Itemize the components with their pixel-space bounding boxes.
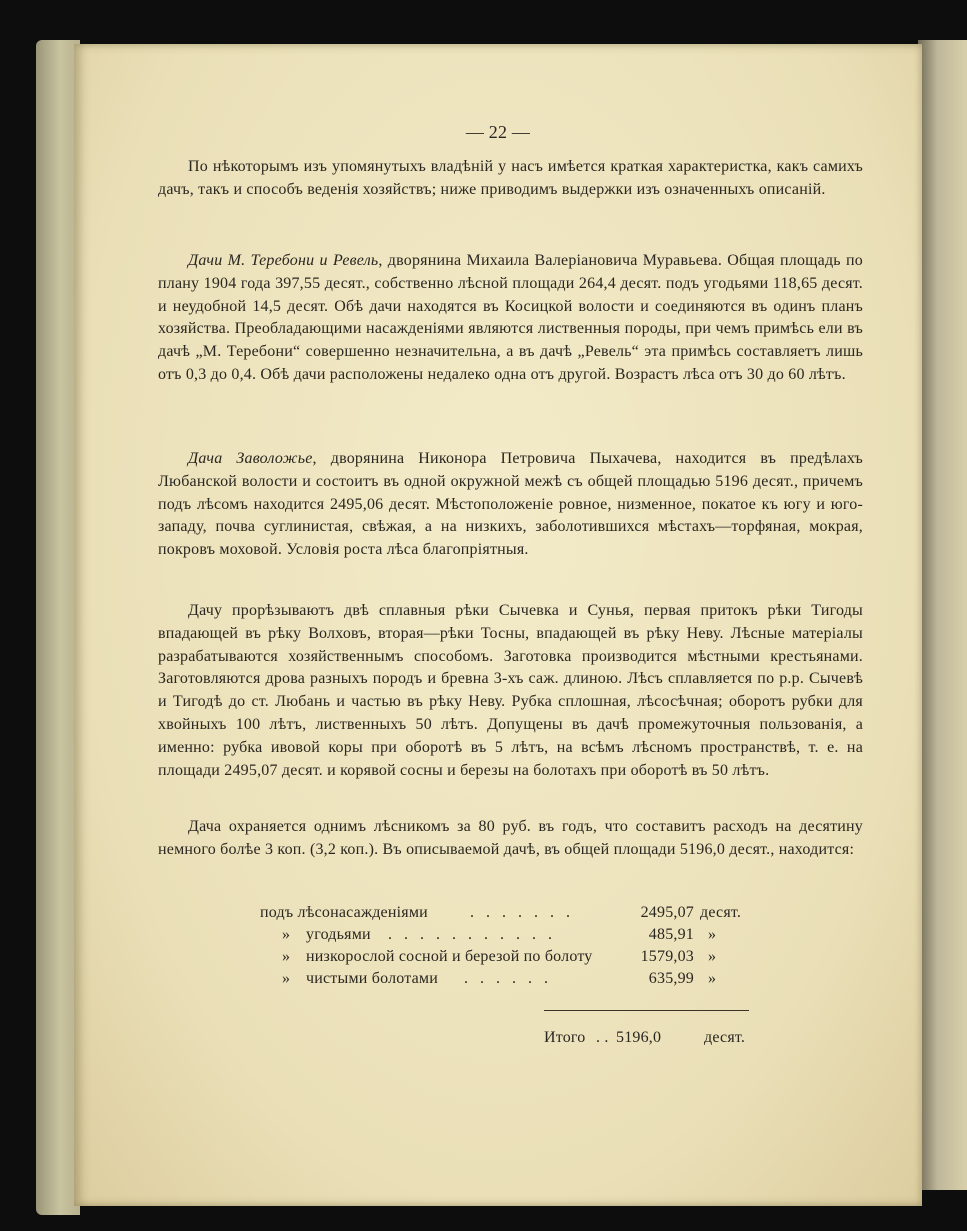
summary-unit: » <box>708 926 717 943</box>
paragraph-zavolozhye <box>158 448 863 562</box>
total-label: Итого <box>544 1029 586 1046</box>
paragraph-teréboni-revel <box>158 250 863 387</box>
paragraph-text: По нѣкоторымъ изъ упомянутыхъ владѣній у насъ имѣется краткая характеристка, какъ самихъ дачъ, такъ и способъ веденія хозяйствъ; ниже приводимъ выдержки изъ означенныхъ описаній. <box>158 158 863 198</box>
book-page <box>74 44 922 1206</box>
paragraph-guard <box>158 816 863 862</box>
summary-unit: » <box>708 970 717 987</box>
facing-page-edge <box>918 40 967 1190</box>
summary-dots: . . . . . . . . . . . <box>388 926 556 943</box>
page-number: — 22 — <box>465 122 531 142</box>
paragraph-text: , дворянина Михаила Валеріановича Муравьева. Общая площадь по плану 1904 года 397,55 десят., собственно лѣсной площади 264,4 десят. подъ угодьями 118,65 десят. и неудобной 14,5 десят. Обѣ дачи находятся въ Косицкой волости и соединяются въ одинъ планъ хозяйства. Преобладающими насажденіями являются лиственныя породы, при чемъ примѣсь ели въ дачѣ „М. Теребони“ совершенно незначительна, а въ дачѣ „Ревель“ эта примѣсь составляетъ лишь отъ 0,3 до 0,4. Обѣ дачи расположены недалеко одна отъ другой. Возрастъ лѣса отъ 30 до 60 лѣтъ. <box>158 252 863 383</box>
summary-ditto-mark: » <box>282 948 291 965</box>
total-dots: . . <box>596 1029 609 1046</box>
summary-ditto-mark: » <box>282 970 291 987</box>
summary-row <box>260 926 760 948</box>
summary-value: 2495,07 <box>640 904 694 921</box>
summary-row <box>260 970 760 992</box>
summary-unit: десят. <box>700 904 742 921</box>
paragraph-italic-lead: Дачи М. Теребони и Ревель <box>188 252 379 269</box>
summary-label: подъ лѣсонасажденіями <box>260 904 428 921</box>
paragraph-italic-lead: Дача Заволожье <box>188 450 313 467</box>
summary-dots: . . . . . . . <box>470 904 574 921</box>
summary-label: низкорослой сосной и березой по болоту <box>306 948 593 965</box>
summary-row <box>260 904 760 926</box>
summary-row <box>260 948 760 970</box>
summary-unit: » <box>708 948 717 965</box>
summary-label: угодьями <box>306 926 371 943</box>
total-rule <box>544 1010 749 1011</box>
paragraph-text: , дворянина Никонора Петровича Пыхачева, находится въ предѣлахъ Любанской волости и состоитъ въ одной окружной межѣ съ общей площадью 5196 десят., причемъ подъ лѣсомъ находится 2495,06 десят. Мѣстоположеніе ровное, низменное, покатое къ югу и юго-западу, почва суглинистая, свѣжая, а на низкихъ, заболотившихся мѣстахъ—торфяная, мокрая, покровъ моховой. Условія роста лѣса благопріятныя. <box>158 450 864 559</box>
summary-ditto-mark: » <box>282 926 291 943</box>
paragraph-intro <box>158 156 863 202</box>
summary-value: 635,99 <box>648 970 694 987</box>
paragraph-text: Дачу прорѣзываютъ двѣ сплавныя рѣки Сычевка и Сунья, первая притокъ рѣки Тигоды впадающей въ рѣку Волховъ, вторая—рѣки Тосны, впадающей въ рѣку Неву. Лѣсные матеріалы разрабатываются хозяйственнымъ способомъ. Заготовка производится мѣстными крестьянами. Заготовляются дрова разныхъ породъ и бревна 3-хъ саж. длиною. Лѣсъ сплавляется по р.р. Сычевѣ и Тигодѣ до ст. Любань и частью въ рѣку Неву. Рубка сплошная, лѣсосѣчная; оборотъ рубки для хвойныхъ 100 лѣтъ, лиственныхъ 50 лѣтъ. Допущены въ дачѣ промежуточныя пользованія, а именно: рубка ивовой коры при оборотѣ въ 5 лѣтъ, на всѣмъ лѣсномъ пространствѣ, т. е. на площади 2495,07 десят. и корявой сосны и березы на болотахъ при оборотѣ въ 50 лѣтъ. <box>158 602 863 779</box>
total-value: 5196,0 <box>616 1029 662 1046</box>
total-unit: десят. <box>704 1029 746 1046</box>
summary-label: чистыми болотами <box>306 970 439 987</box>
paragraph-text: Дача охраняется однимъ лѣсникомъ за 80 руб. въ годъ, что составитъ расходъ на десятину немного болѣе 3 коп. (3,2 коп.). Въ описываемой дачѣ, въ общей площади 5196,0 десят., находится: <box>158 818 863 858</box>
paragraph-rivers <box>158 600 863 782</box>
summary-value: 485,91 <box>648 926 694 943</box>
area-summary-table <box>260 904 760 992</box>
summary-dots: . . . . . . <box>464 970 552 987</box>
summary-value: 1579,03 <box>640 948 694 965</box>
